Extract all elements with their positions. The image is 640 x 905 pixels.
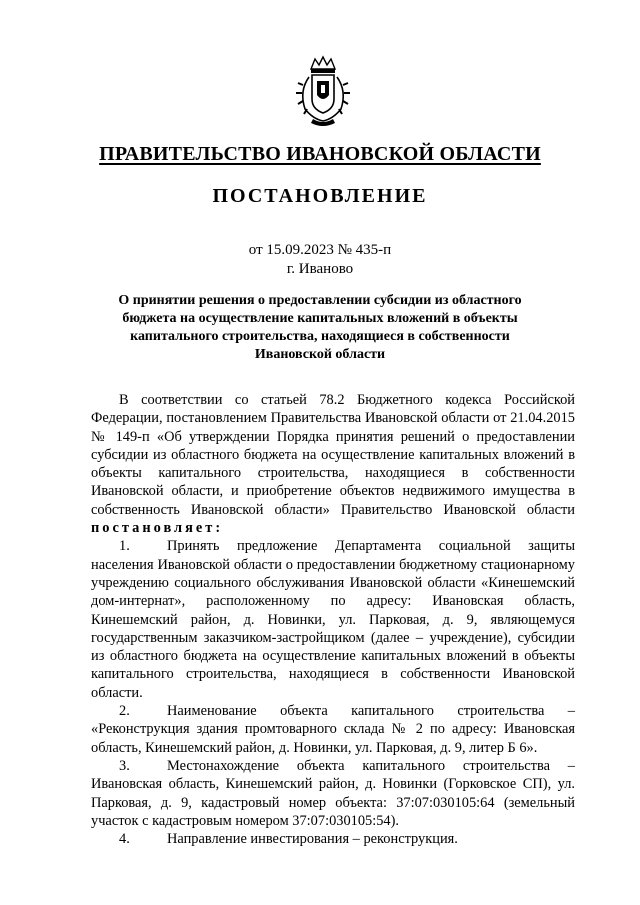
intro-text: В соответствии со статьей 78.2 Бюджетного кодекса Российской Федерации, постановлением Правительства Ивановской области от 21.04.2015 № 149-п «Об утверждении Порядка принятия решений о предоставлении субсидии из областного бюджета на осуществление капитальных вложений в объекты капитального строительства, находящиеся в собственности Ивановской области, и приобретение объектов недвижимого имущества в собственность Ивановской области» Правительство Ивановской области: [91, 392, 575, 518]
list-item: [91, 757, 575, 830]
coat-of-arms-icon: [293, 55, 353, 127]
city-line: г. Иваново: [286, 261, 354, 277]
date-number-line: от 15.09.2023 № 435-п: [248, 242, 392, 258]
intro-paragraph: [91, 391, 575, 537]
document-title: О принятии решения о предоставлении субсидии из областного бюджета на осуществление капитальных вложений в объекты капитального строительства, находящиеся в собственности Ивановской области: [118, 293, 522, 362]
document-type: ПОСТАНОВЛЕНИЕ: [212, 185, 428, 207]
resolves-word: постановляет:: [91, 520, 224, 537]
item-number: 4.: [119, 831, 130, 848]
item-text: Наименование объекта капитального строительства – «Реконструкция здания промтоварного склада № 2 по адресу: Ивановская область, Кинешемский район, д. Новинки, ул. Парковая, д. 9, литер Б 6».: [91, 703, 575, 756]
government-name: ПРАВИТЕЛЬСТВО ИВАНОВСКОЙ ОБЛАСТИ: [99, 143, 541, 165]
item-text: Принять предложение Департамента социальной защиты населения Ивановской области о предоставлении бюджетному стационарному учреждению социального обслуживания Ивановской области «Кинешемский дом-интернат», расположенному по адресу: Ивановская область, Кинешемский район, д. Новинки, ул. Парковая, д. 9, являющемуся государственным заказчиком-застройщиком (далее – учреждение), субсидии из областного бюджета на осуществление капитальных вложений в объекты капитального строительства, находящиеся в собственности Ивановской области.: [91, 538, 575, 701]
item-number: 1.: [119, 538, 130, 555]
document-body: [91, 391, 575, 848]
item-text: Местонахождение объекта капитального строительства – Ивановская область, Кинешемский район, д. Новинки (Горковское СП), ул. Парковая, д. 9, кадастровый номер объекта: 37:07:030105:64 (земельный участок с кадастровым номером 37:07:030105:54).: [91, 757, 575, 829]
item-number: 2.: [119, 703, 130, 720]
list-item: [91, 537, 575, 702]
item-text: Направление инвестирования – реконструкция.: [167, 831, 458, 848]
list-item: [91, 830, 575, 848]
item-number: 3.: [119, 757, 130, 774]
list-item: [91, 702, 575, 757]
